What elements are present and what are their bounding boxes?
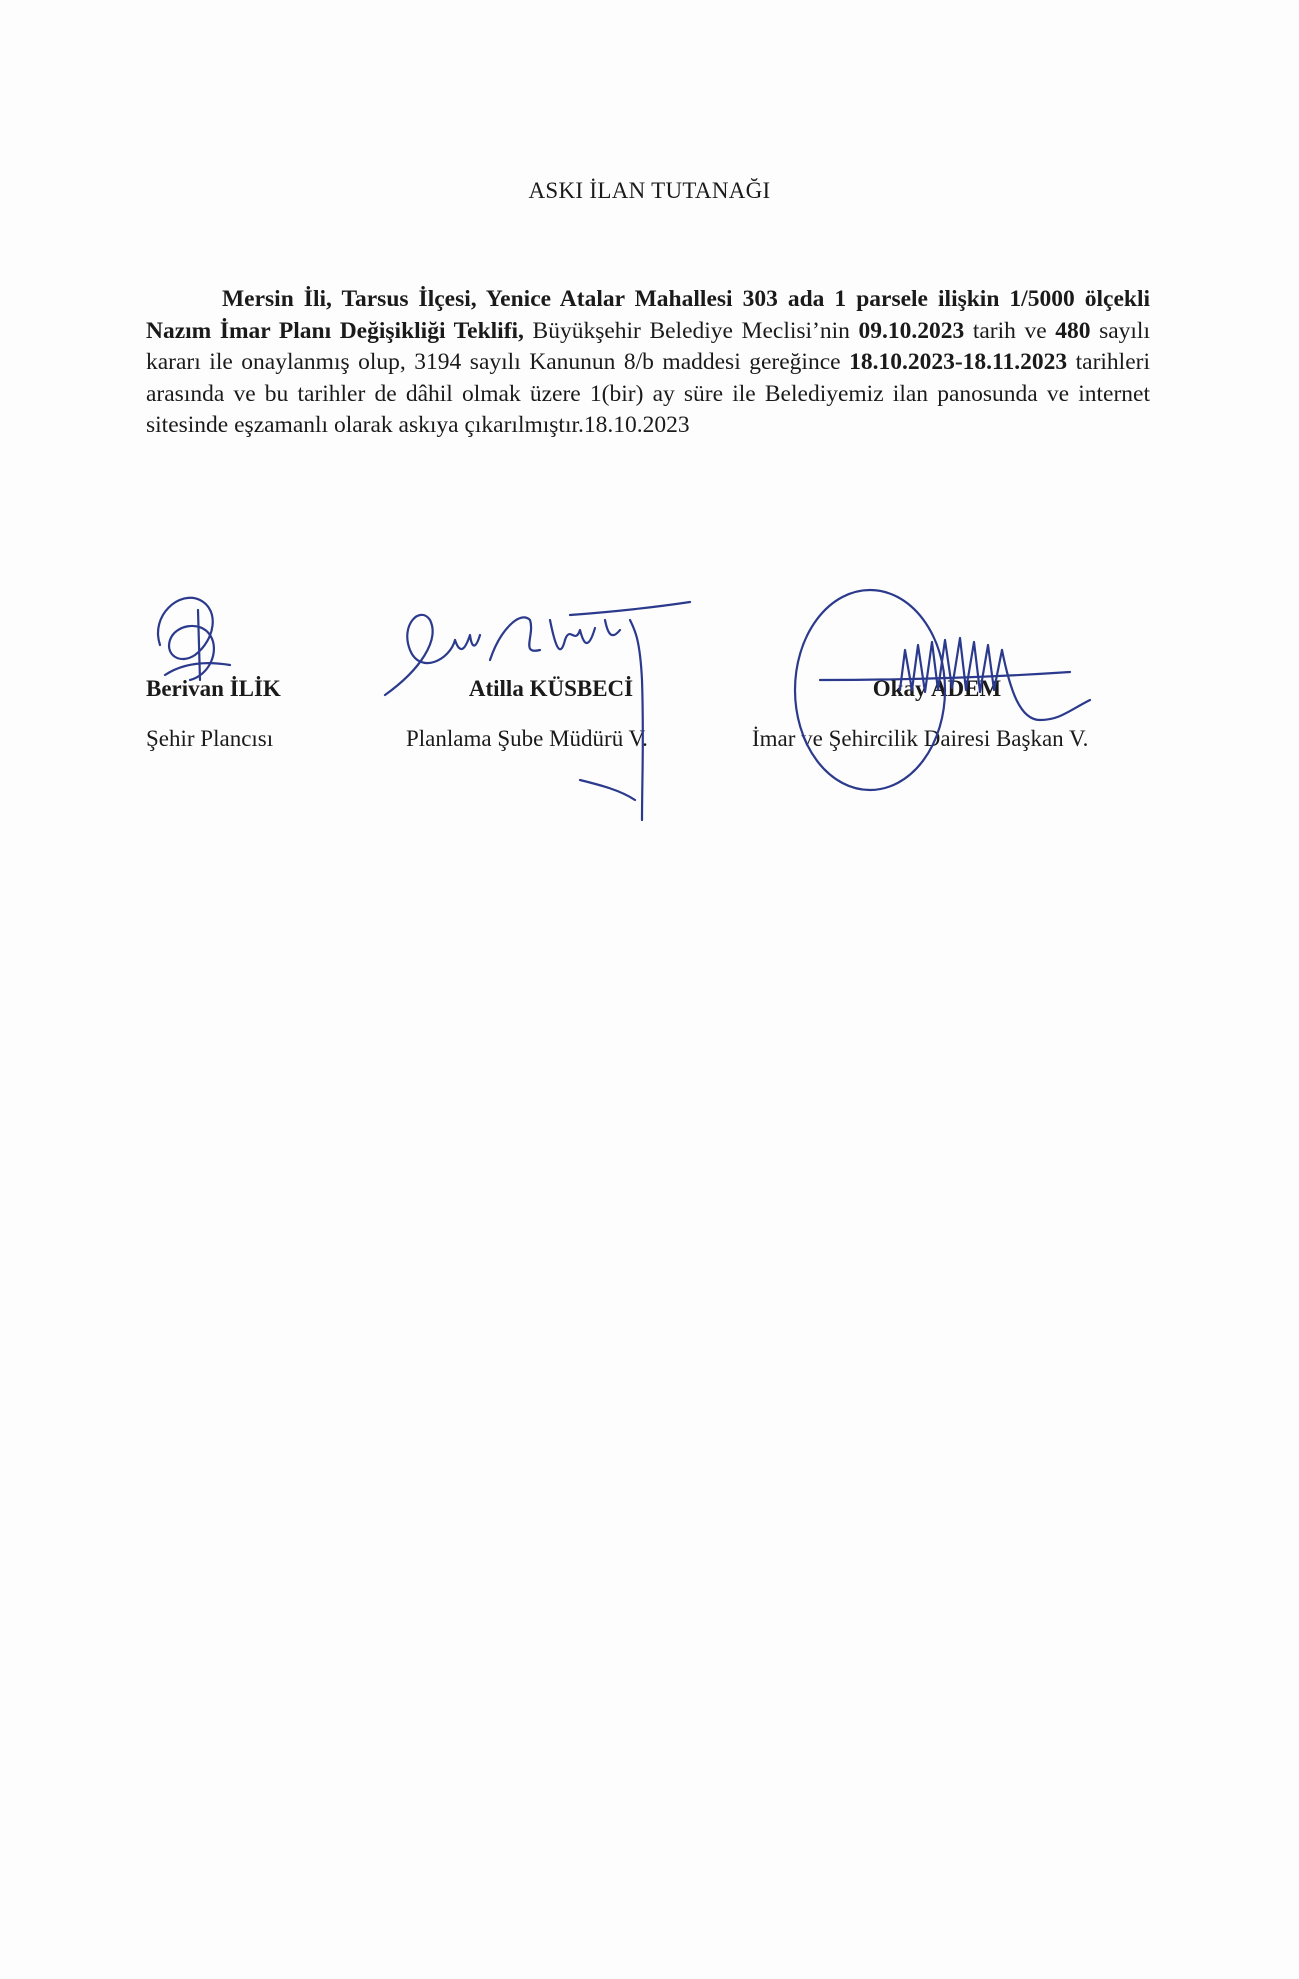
paragraph-text-4: tarihleri arasında ve bu tarihler de dâhil olmak üzere 1(bir) ay süre ile Belediyemiz ilan panosunda ve internet sitesinde eşzamanlı olarak askıya çıkarılmıştır.18.10.2023 — [146, 349, 1150, 438]
signatory-name: Atilla KÜSBECİ — [468, 676, 634, 701]
decision-number: 480 — [1055, 317, 1091, 344]
announcement-paragraph — [146, 284, 1150, 442]
paragraph-text-3: sayılı kararı ile onaylanmış olup, 3194 sayılı Kanunun 8/b maddesi gereğince — [146, 317, 1150, 375]
signatory-name: Berivan İLİK — [146, 676, 281, 701]
paragraph-text-1: Büyükşehir Belediye Meclisi’nin — [523, 317, 859, 344]
signatory-role: Planlama Şube Müdürü V. — [406, 726, 648, 751]
signatory-name: Okay ADEM — [872, 676, 1002, 701]
signatory-role: Şehir Plancısı — [146, 726, 274, 751]
announcement-period: 18.10.2023-18.11.2023 — [849, 349, 1068, 375]
decision-date: 09.10.2023 — [858, 317, 965, 344]
subject-text: Mersin İli, Tarsus İlçesi, Yenice Atalar Mahallesi 303 ada 1 parsele ilişkin 1/5000 ölçekli Nazım İmar Planı Değişikliği Teklifi, — [146, 286, 1150, 344]
signatory-2 — [406, 676, 696, 752]
signatory-3 — [752, 676, 1122, 752]
signatory-role: İmar ve Şehircilik Dairesi Başkan V. — [752, 726, 1089, 751]
signatory-1 — [146, 676, 306, 752]
document-title: ASKI İLAN TUTANAĞI — [528, 178, 771, 203]
paragraph-text-2: tarih ve — [964, 317, 1056, 344]
